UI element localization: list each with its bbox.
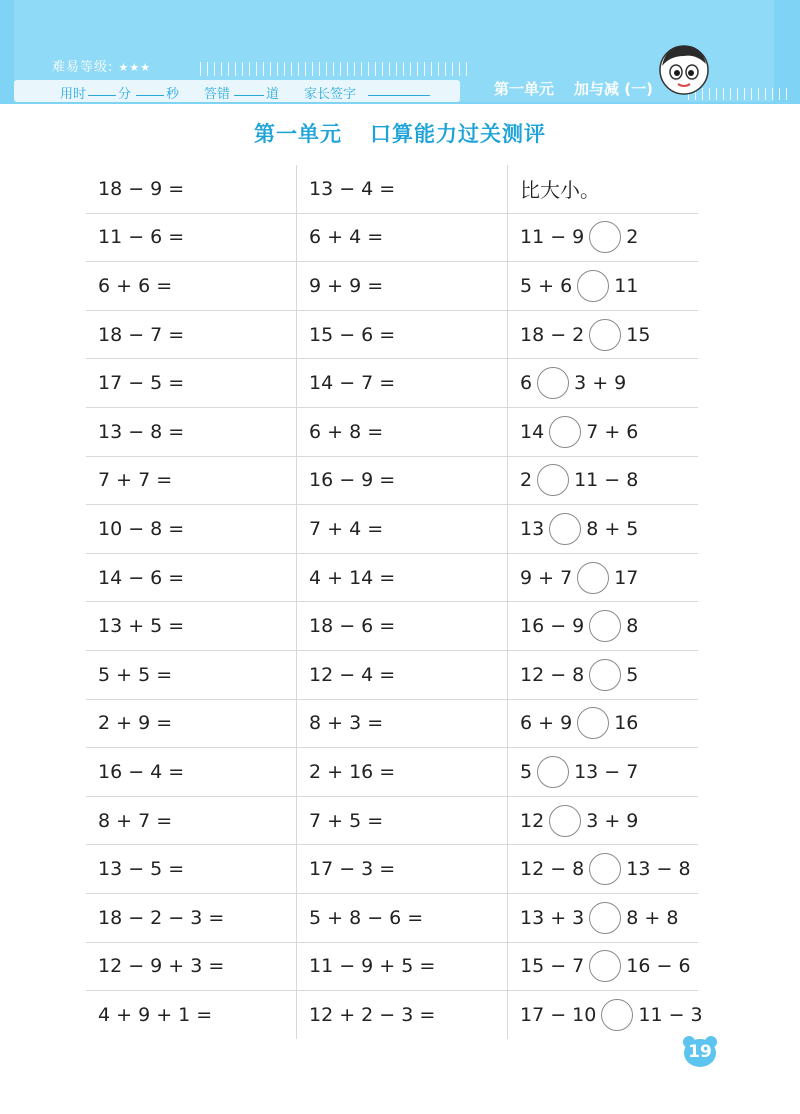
compare-problem [508, 602, 698, 650]
add-subtract-problem: 7 + 7 = [86, 457, 297, 505]
add-subtract-problem: 16 − 4 = [86, 748, 297, 796]
add-subtract-problem: 18 − 7 = [86, 311, 297, 359]
add-subtract-problem: 17 − 3 = [297, 845, 508, 893]
add-subtract-problem: 12 + 2 − 3 = [297, 991, 508, 1039]
add-subtract-problem: 14 − 7 = [297, 359, 508, 407]
compare-answer-circle[interactable] [537, 756, 569, 788]
add-subtract-problem: 6 + 6 = [86, 262, 297, 310]
add-subtract-problem: 14 − 6 = [86, 554, 297, 602]
table-row [86, 554, 698, 603]
add-subtract-problem: 7 + 5 = [297, 797, 508, 845]
page-number-badge [680, 1034, 720, 1068]
table-row [86, 894, 698, 943]
table-row [86, 505, 698, 554]
unit-name: 第一单元 [494, 80, 555, 98]
compare-left: 15 − 7 [520, 955, 585, 978]
wrong-label: 答错 [204, 87, 231, 102]
table-row [86, 943, 698, 992]
table-row [86, 457, 698, 506]
compare-right: 8 + 8 [626, 906, 679, 929]
compare-right: 3 + 9 [574, 372, 627, 395]
compare-left: 17 − 10 [520, 1003, 597, 1026]
compare-left: 9 + 7 [520, 566, 573, 589]
add-subtract-problem: 5 + 5 = [86, 651, 297, 699]
add-subtract-problem: 15 − 6 = [297, 311, 508, 359]
add-subtract-problem: 10 − 8 = [86, 505, 297, 553]
info-strip [14, 80, 460, 102]
compare-left: 5 + 6 [520, 274, 573, 297]
compare-answer-circle[interactable] [549, 513, 581, 545]
compare-right: 8 + 5 [586, 517, 639, 540]
add-subtract-problem: 6 + 8 = [297, 408, 508, 456]
signature-blank [368, 83, 430, 100]
compare-left: 18 − 2 [520, 323, 585, 346]
add-subtract-problem: 8 + 7 = [86, 797, 297, 845]
compare-problem [508, 408, 698, 456]
compare-heading: 比大小。 [520, 178, 600, 203]
table-row [86, 797, 698, 846]
add-subtract-problem: 11 − 6 = [86, 214, 297, 262]
compare-answer-circle[interactable] [589, 853, 621, 885]
compare-left: 11 − 9 [520, 226, 585, 249]
unit-topic: 加与减 (一) [574, 80, 653, 98]
add-subtract-problem: 16 − 9 = [297, 457, 508, 505]
compare-answer-circle[interactable] [577, 270, 609, 302]
compare-answer-circle[interactable] [549, 416, 581, 448]
add-subtract-problem: 6 + 4 = [297, 214, 508, 262]
add-subtract-problem: 12 − 4 = [297, 651, 508, 699]
compare-answer-circle[interactable] [537, 464, 569, 496]
page-number: 19 [688, 1042, 712, 1062]
compare-problem [508, 505, 698, 553]
second-blank [136, 83, 164, 100]
table-row [86, 991, 703, 1039]
add-subtract-problem: 18 − 9 = [86, 165, 297, 213]
compare-problem [508, 651, 698, 699]
add-subtract-problem: 8 + 3 = [297, 700, 508, 748]
compare-left: 5 [520, 760, 533, 783]
compare-problem [508, 943, 698, 991]
compare-problem [508, 214, 698, 262]
compare-problem [508, 262, 698, 310]
compare-right: 13 − 7 [574, 760, 639, 783]
add-subtract-problem: 13 + 5 = [86, 602, 297, 650]
compare-problem [508, 311, 698, 359]
second-label: 秒 [166, 87, 180, 102]
table-row [86, 748, 698, 797]
compare-answer-circle[interactable] [537, 367, 569, 399]
compare-left: 6 [520, 372, 533, 395]
compare-right: 3 + 9 [586, 809, 639, 832]
compare-answer-circle[interactable] [601, 999, 633, 1031]
time-label: 用时 [60, 87, 87, 102]
compare-right: 16 [614, 712, 639, 735]
add-subtract-problem: 12 − 9 + 3 = [86, 943, 297, 991]
difficulty-stars: ★★★ [118, 61, 152, 74]
compare-left: 16 − 9 [520, 615, 585, 638]
table-row [86, 359, 698, 408]
header-band [0, 0, 800, 104]
compare-left: 12 − 8 [520, 663, 585, 686]
add-subtract-problem: 7 + 4 = [297, 505, 508, 553]
difficulty-rating [52, 56, 151, 75]
add-subtract-problem: 9 + 9 = [297, 262, 508, 310]
compare-right: 15 [626, 323, 651, 346]
compare-right: 11 [614, 274, 639, 297]
compare-problem [508, 991, 703, 1039]
compare-problem [508, 845, 698, 893]
compare-answer-circle[interactable] [589, 319, 621, 351]
add-subtract-problem: 18 − 6 = [297, 602, 508, 650]
add-subtract-problem: 17 − 5 = [86, 359, 297, 407]
table-row [86, 651, 698, 700]
title-text: 口算能力过关测评 [370, 122, 546, 146]
compare-answer-circle[interactable] [589, 950, 621, 982]
compare-answer-circle[interactable] [577, 562, 609, 594]
signature-label: 家长签字 [304, 87, 357, 102]
add-subtract-problem: 5 + 8 − 6 = [297, 894, 508, 942]
compare-right: 17 [614, 566, 639, 589]
ruler-decoration [200, 62, 470, 76]
compare-problem [508, 554, 698, 602]
compare-left: 6 + 9 [520, 712, 573, 735]
compare-answer-circle[interactable] [589, 659, 621, 691]
table-row [86, 602, 698, 651]
compare-problem [508, 797, 698, 845]
compare-right: 13 − 8 [626, 858, 691, 881]
compare-problem [508, 700, 698, 748]
compare-answer-circle[interactable] [589, 221, 621, 253]
compare-left: 2 [520, 469, 533, 492]
compare-problem [508, 894, 698, 942]
add-subtract-problem: 2 + 9 = [86, 700, 297, 748]
table-row [86, 700, 698, 749]
question-unit: 道 [266, 87, 280, 102]
minute-label: 分 [118, 87, 132, 102]
compare-problem [508, 457, 698, 505]
add-subtract-problem: 4 + 9 + 1 = [86, 991, 297, 1039]
compare-right: 11 − 8 [574, 469, 639, 492]
compare-left: 13 [520, 517, 545, 540]
add-subtract-problem: 13 − 4 = [297, 165, 508, 213]
compare-right: 16 − 6 [626, 955, 691, 978]
compare-left: 12 [520, 809, 545, 832]
add-subtract-problem: 11 − 9 + 5 = [297, 943, 508, 991]
title-unit: 第一单元 [254, 122, 342, 146]
table-row [86, 214, 698, 263]
add-subtract-problem: 4 + 14 = [297, 554, 508, 602]
compare-answer-circle[interactable] [549, 805, 581, 837]
table-row [86, 845, 698, 894]
compare-problem [508, 359, 698, 407]
add-subtract-problem: 13 − 8 = [86, 408, 297, 456]
table-row [86, 311, 698, 360]
compare-answer-circle[interactable] [589, 902, 621, 934]
minute-blank [88, 83, 116, 100]
compare-left: 12 − 8 [520, 858, 585, 881]
compare-right: 11 − 3 [638, 1003, 703, 1026]
add-subtract-problem: 2 + 16 = [297, 748, 508, 796]
mascot-icon [656, 42, 712, 98]
compare-right: 5 [626, 663, 639, 686]
table-row [86, 262, 698, 311]
table-row [86, 408, 698, 457]
compare-problem [508, 748, 698, 796]
compare-right: 2 [626, 226, 639, 249]
exercise-grid [86, 165, 703, 1039]
compare-answer-circle[interactable] [577, 707, 609, 739]
wrong-blank [234, 83, 264, 100]
compare-left: 13 + 3 [520, 906, 585, 929]
compare-left: 14 [520, 420, 545, 443]
add-subtract-problem: 18 − 2 − 3 = [86, 894, 297, 942]
table-row [86, 165, 698, 214]
add-subtract-problem: 13 − 5 = [86, 845, 297, 893]
page-title [0, 118, 800, 148]
compare-answer-circle[interactable] [589, 610, 621, 642]
difficulty-label: 难易等级: [52, 60, 114, 75]
compare-right: 8 [626, 615, 639, 638]
compare-right: 7 + 6 [586, 420, 639, 443]
